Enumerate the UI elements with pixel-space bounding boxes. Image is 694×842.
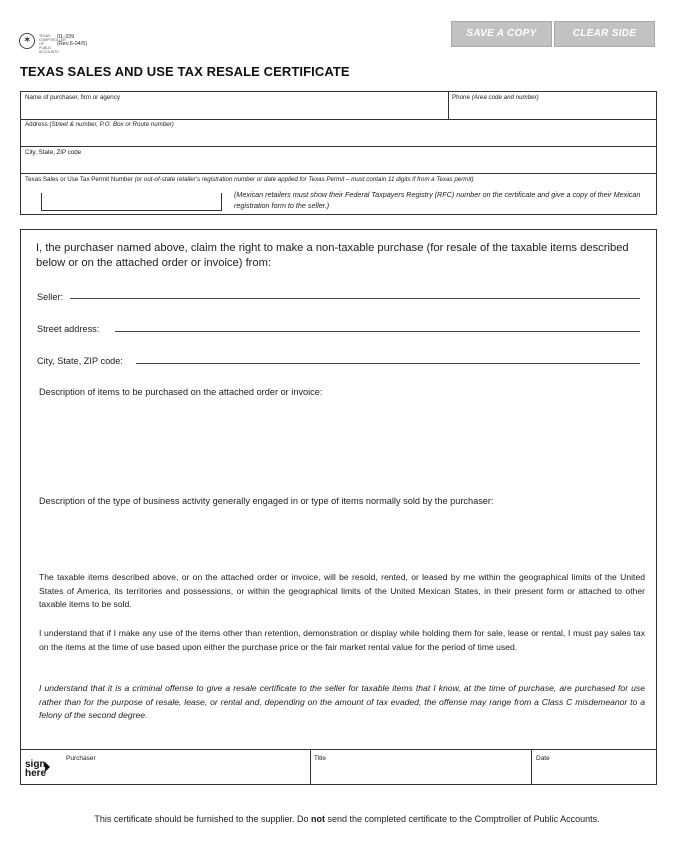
divider [310,750,311,785]
divider [448,92,449,119]
date-field[interactable] [534,764,652,784]
phone-field[interactable] [451,103,654,117]
divider [531,750,532,785]
clear-side-button[interactable]: CLEAR SIDE [554,21,655,47]
footer-note: This certificate should be furnished to the supplier. Do not send the completed certificate to the Comptroller of Public Accounts. [94,814,600,824]
purchaser-signature-label: Purchaser [66,755,96,762]
seller-city-state-zip-label: City, State, ZIP code: [37,356,123,366]
street-address-field[interactable] [115,331,640,332]
criminal-offense-statement-paragraph: I understand that it is a criminal offense to give a resale certificate to the seller for taxable items that I know, at the time of purchase, are purchased for use rather than for the purpose of resale, lease, or rental and, depending on the amount of tax evaded, the offense may range from a Class C misdemeanor to a felony of the second degree. [39,683,645,720]
business-description-field[interactable] [37,511,640,566]
phone-label: Phone (Area code and number) [452,94,539,101]
divider [21,173,656,174]
permit-number-field[interactable] [41,193,222,211]
purchaser-claim-statement: I, the purchaser named above, claim the right to make a non-taxable purchase (for resale of the taxable items described below or on the attached order or invoice) from: [36,242,629,269]
resale-statement-paragraph: The taxable items described above, or on the attached order or invoice, will be resold, rented, or leased by me within the geographical limits of the United States of America, its territories and possessions, or within the geographical limits of the United Mexican States, in their present form or attached to other taxable items to be sold. [39,572,645,609]
purchaser-signature-field[interactable] [61,764,306,784]
items-description-label: Description of items to be purchased on the attached order or invoice: [39,387,323,397]
title-label: Title [314,755,327,762]
purchaser-name-field[interactable] [23,103,445,117]
save-copy-button[interactable]: SAVE A COPY [451,21,552,47]
address-label: Address (Street & number, P.O. Box or Route number) [25,121,174,128]
purchaser-info-box [20,91,657,215]
seller-label: Seller: [37,292,64,302]
street-address-label: Street address: [37,324,100,334]
comptroller-seal-icon: ✶ [19,33,35,49]
purchaser-name-label: Name of purchaser, firm or agency [25,94,120,101]
business-description-label: Description of the type of business activity generally engaged in or type of items normally sold by the purchaser: [39,496,494,506]
address-field[interactable] [23,130,653,144]
sign-here-marker: sign here [25,759,47,779]
city-state-zip-label: City, State, ZIP code [25,149,82,156]
divider [21,119,656,120]
signature-row [21,749,656,784]
form-number: 01-339 (Rev.6-04/5) [57,34,88,47]
seller-city-state-zip-field[interactable] [136,363,640,364]
use-tax-statement-paragraph: I understand that if I make any use of the items other than retention, demonstration or display while holding them for sale, lease or rental, I must pay sales tax on the items at the time of use based upon either the purchase price or the fair market rental value for the period of time used. [39,628,645,652]
items-description-field[interactable] [37,402,640,488]
title-field[interactable] [313,764,528,784]
divider [21,146,656,147]
agency-logo: TEXAS COMPTROLLER OF PUBLIC ACCOUNTS [39,34,66,54]
seller-field[interactable] [70,298,640,299]
page-title: TEXAS SALES AND USE TAX RESALE CERTIFICATE [20,64,350,79]
date-label: Date [536,755,550,762]
city-state-zip-field[interactable] [23,158,653,172]
certificate-body-box [20,229,657,785]
arrow-right-icon [45,762,50,772]
permit-number-label: Texas Sales or Use Tax Permit Number (or out-of-state retailer's registration number or date applied for Texas Permit – must contain 11 digits if from a Texas permit) [25,176,474,183]
mexican-retailers-note: (Mexican retailers must show their Federal Taxpayers Registry (RFC) number on the certificate and give a copy of their Mexican registration form to the seller.) [234,190,641,210]
